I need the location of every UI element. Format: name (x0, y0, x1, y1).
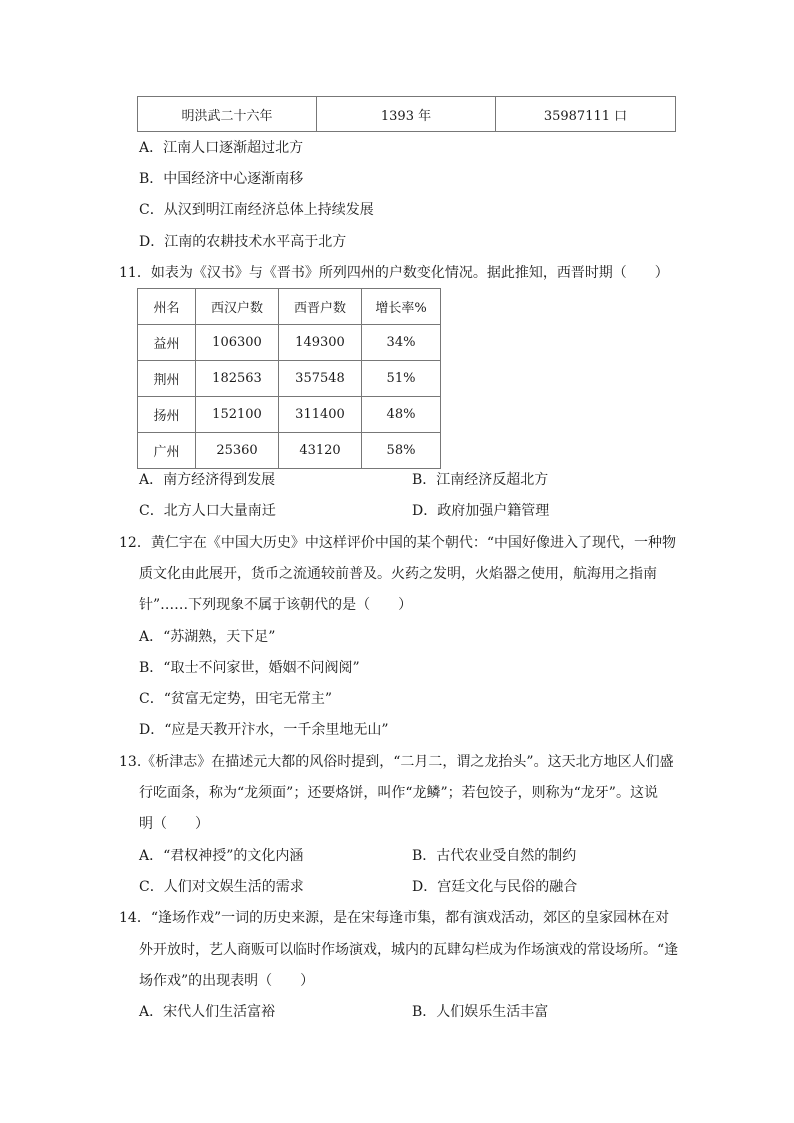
q13-stem-line: 13.《析津志》在描述元大都的风俗时提到，“二月二，谓之龙抬头”。这天北方地区人们盛 (119, 754, 674, 770)
table-header-row (138, 289, 441, 325)
table-header-cell: 州名 (138, 289, 196, 325)
q13-option-d: D．宫廷文化与民俗的融合 (412, 879, 578, 895)
q11-option-d: D．政府加强户籍管理 (412, 503, 550, 519)
q12-option-c: C．“贫富无定势，田宅无常主” (139, 691, 333, 707)
q11-option-b: B．江南经济反超北方 (412, 472, 549, 488)
q14-option-b: B．人们娱乐生活丰富 (412, 1004, 549, 1020)
q13-option-b: B．古代农业受自然的制约 (412, 848, 577, 864)
table-cell: 扬州 (138, 397, 196, 433)
table-cell: 48% (362, 397, 441, 433)
q12-stem-line: 针”……下列现象不属于该朝代的是（ ） (139, 597, 413, 613)
table-cell: 311400 (279, 397, 362, 433)
table-cell: 益州 (138, 325, 196, 361)
table-row (138, 97, 676, 132)
q12-stem-line: 12．黄仁宇在《中国大历史》中这样评价中国的某个朝代：“中国好像进入了现代，一种物 (119, 535, 676, 551)
table-cell: 43120 (279, 433, 362, 469)
q14-stem-line: 14．“逢场作戏”一词的历史来源，是在宋每逢市集，都有演戏活动，郊区的皇家园林在对 (119, 910, 670, 926)
table-cell: 明洪武二十六年 (138, 97, 317, 132)
table-row (138, 361, 441, 397)
q13-option-a: A．“君权神授”的文化内涵 (139, 848, 304, 864)
q12-option-a: A．“苏湖熟，天下足” (139, 629, 276, 645)
table-row (138, 325, 441, 361)
table-cell: 106300 (196, 325, 279, 361)
households-table (137, 288, 441, 469)
table-header-cell: 西汉户数 (196, 289, 279, 325)
q13-option-c: C．人们对文娱生活的需求 (139, 879, 304, 895)
q12-stem-line: 质文化由此展开，货币之流通较前普及。火药之发明，火焰器之使用，航海用之指南 (139, 566, 657, 582)
q14-stem-line: 场作戏”的出现表明（ ） (139, 973, 315, 989)
q14-stem-line: 外开放时，艺人商贩可以临时作场演戏，城内的瓦肆勾栏成为作场演戏的常设场所。“逢 (139, 942, 679, 958)
population-table (137, 96, 676, 132)
table-cell: 35987111 口 (496, 97, 676, 132)
q13-stem-line: 行吃面条，称为“龙须面”；还要烙饼，叫作“龙鳞”；若包饺子，则称为“龙牙”。这说 (139, 785, 658, 801)
table-cell: 25360 (196, 433, 279, 469)
table-cell: 1393 年 (317, 97, 496, 132)
table-cell: 149300 (279, 325, 362, 361)
table-cell: 58% (362, 433, 441, 469)
q12-option-d: D．“应是天教开汴水，一千余里地无山” (139, 722, 389, 738)
q10-option-c: C．从汉到明江南经济总体上持续发展 (139, 202, 374, 218)
table-cell: 荆州 (138, 361, 196, 397)
table-header-cell: 增长率% (362, 289, 441, 325)
q11-stem: 11．如表为《汉书》与《晋书》所列四州的户数变化情况。据此推知，西晋时期（ ） (119, 265, 669, 281)
q10-option-a: A．江南人口逐渐超过北方 (139, 140, 304, 156)
table-row (138, 433, 441, 469)
table-cell: 182563 (196, 361, 279, 397)
q11-option-c: C．北方人口大量南迁 (139, 503, 276, 519)
q11-option-a: A．南方经济得到发展 (139, 472, 276, 488)
table-row (138, 397, 441, 433)
q12-option-b: B．“取士不问家世，婚姻不问阀阅” (139, 660, 360, 676)
table-cell: 广州 (138, 433, 196, 469)
table-header-cell: 西晋户数 (279, 289, 362, 325)
table-cell: 357548 (279, 361, 362, 397)
table-cell: 34% (362, 325, 441, 361)
q10-option-d: D．江南的农耕技术水平高于北方 (139, 234, 347, 250)
q14-option-a: A．宋代人们生活富裕 (139, 1004, 276, 1020)
q10-option-b: B．中国经济中心逐渐南移 (139, 171, 304, 187)
q13-stem-line: 明（ ） (139, 816, 209, 832)
table-cell: 152100 (196, 397, 279, 433)
table-cell: 51% (362, 361, 441, 397)
